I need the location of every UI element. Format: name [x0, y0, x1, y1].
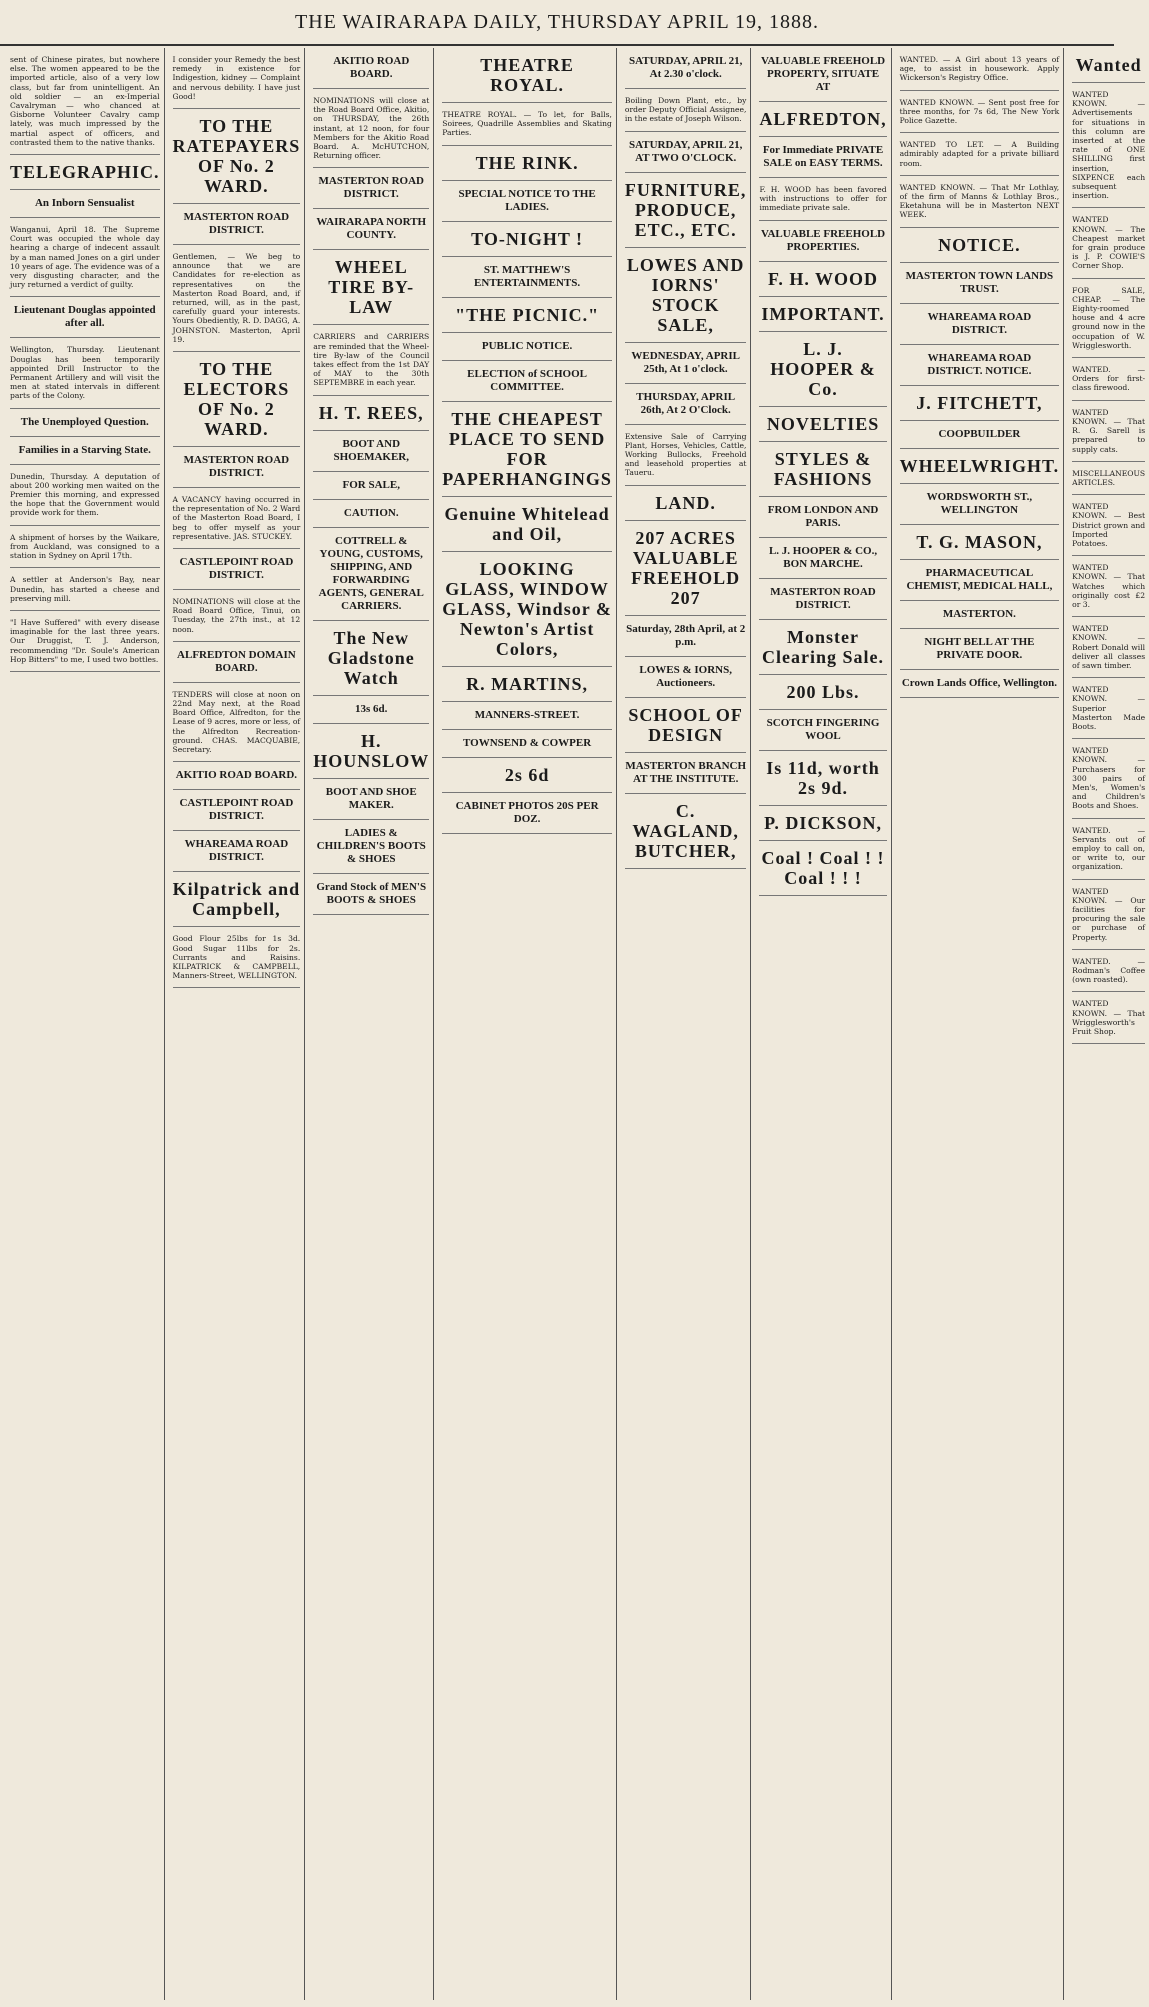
ad-subheading [10, 437, 160, 465]
ad-sub: TOWNSEND & COWPER [463, 736, 592, 749]
ad-heading: "THE PICNIC." [455, 304, 600, 325]
ad-text [1072, 880, 1145, 950]
ad-text [10, 568, 160, 611]
ad-subheading [442, 181, 612, 222]
ad-subheading [900, 484, 1060, 525]
ad-subheading [442, 730, 612, 758]
ad-subheading [313, 48, 429, 89]
ad-text: A shipment of horses by the Waikare, from Auckland, was consigned to a station in Sydney on April 17th. [10, 532, 160, 561]
ad-heading: LAND. [655, 492, 716, 513]
ad-subheading [759, 48, 886, 102]
ad-text: Wellington, Thursday. Lieutenant Douglas has been temporarily appointed Drill Instructor to the Permanent Artillery and will visit the men at stated intervals in different parts of the Colony. [10, 345, 160, 401]
column-1 [6, 48, 165, 2000]
ad-subheading [442, 257, 612, 298]
ad-heading [625, 794, 747, 869]
ad-sub: MASTERTON ROAD DISTRICT. [183, 211, 290, 237]
ad-text [900, 176, 1060, 228]
ad-text [442, 103, 612, 146]
ad-sub: The Unemployed Question. [20, 415, 149, 428]
ad-text [900, 48, 1060, 91]
ad-heading [442, 552, 612, 667]
ad-text: Boiling Down Plant, etc., by order Deputy Official Assignee, in the estate of Joseph Wilson. [624, 96, 747, 124]
ad-heading [313, 250, 429, 325]
ad-sub: For Immediate PRIVATE SALE on EASY TERMS. [762, 144, 884, 169]
ad-text [1072, 678, 1145, 739]
ad-subheading [173, 447, 301, 488]
ad-text: NOMINATIONS will close at the Road Board Office, Tinui, on Tuesday, the 27th inst., at 12 noon. [172, 597, 301, 634]
ad-text: WANTED. — Rodman's Coffee (own roasted). [1072, 956, 1146, 985]
ad-heading [759, 297, 886, 332]
ad-text [173, 927, 301, 988]
ad-subheading [313, 168, 429, 209]
ad-heading [759, 102, 886, 137]
ad-heading: NOVELTIES [766, 413, 880, 434]
ad-sub: MASTERTON BRANCH AT THE INSTITUTE. [625, 759, 747, 785]
ad-heading [759, 841, 886, 896]
column-3 [309, 48, 434, 2000]
ad-heading [759, 407, 886, 442]
ad-subheading [759, 497, 886, 538]
ad-sub: WHAREAMA ROAD DISTRICT. [184, 838, 289, 864]
ad-heading: Wanted [1075, 55, 1142, 75]
ad-heading [759, 262, 886, 297]
ad-subheading [759, 221, 886, 262]
ad-text: A VACANCY having occurred in the representation of No. 2 Ward of the Masterton Road Board, I beg to offer myself as your representative. JAS. STUCKEY. [172, 495, 301, 541]
ad-text [1072, 462, 1145, 495]
ad-text: THEATRE ROYAL. — To let, for Balls, Soirees, Quadrille Assemblies and Skating Parties. [442, 110, 612, 138]
column-2 [169, 48, 306, 2000]
ad-heading: NOTICE. [938, 234, 1021, 255]
ad-text: WANTED KNOWN. — That Mr Lothlay, of the firm of Manns & Lothlay Bros., Eketahuna will be in Masterton NEXT WEEK. [899, 182, 1060, 220]
ad-subheading [625, 48, 747, 89]
ad-subheading [759, 538, 886, 579]
ad-heading [625, 521, 747, 616]
ad-sub: BOOT AND SHOE MAKER. [325, 785, 417, 811]
ad-heading [625, 173, 747, 248]
ad-text [10, 465, 160, 526]
ad-sub: ELECTION of SCHOOL COMMITTEE. [467, 367, 587, 393]
ad-text: TENDERS will close at noon on 22nd May next, at the Road Board Office, Alfredton, for the Lease of 9 acres, more or less, of the Alfredton Recreation-ground. CHAS. MACQUABIE, Secretary. [172, 689, 301, 755]
ad-subheading [173, 204, 301, 245]
ad-heading [442, 48, 612, 103]
ad-heading: ALFREDTON, [759, 109, 887, 129]
ad-text: Dunedin, Thursday. A deputation of about 200 working men waited on the Premier this morning, and expressed the hope that the Government would provide work for them. [10, 471, 160, 518]
ad-text [1072, 358, 1145, 401]
ad-sub: VALUABLE FREEHOLD PROPERTY, SITUATE AT [760, 55, 886, 93]
ad-subheading [313, 779, 429, 820]
ad-sub: ST. MATTHEW'S ENTERTAINMENTS. [474, 263, 581, 289]
ad-text [1072, 208, 1145, 278]
ad-sub: AKITIO ROAD BOARD. [333, 55, 410, 80]
ad-text: WANTED. — A Girl about 13 years of age, to assist in housework. Apply Wickerson's Registry Office. [899, 55, 1060, 83]
ad-heading [442, 497, 612, 552]
ad-heading: Coal ! Coal ! ! Coal ! ! ! [761, 847, 885, 888]
ad-heading [173, 109, 301, 204]
ad-text [313, 325, 429, 395]
ad-heading [313, 724, 429, 779]
ad-text: WANTED KNOWN. — That Watches which originally cost £2 or 3. [1072, 563, 1146, 609]
ad-text [1072, 401, 1145, 462]
ad-heading: IMPORTANT. [761, 303, 885, 324]
ad-heading: TO-NIGHT ! [471, 228, 584, 249]
ad-heading: THE RINK. [475, 152, 579, 173]
ad-heading: FURNITURE, PRODUCE, ETC., ETC. [624, 179, 747, 240]
ad-subheading [10, 190, 160, 218]
ad-subheading [900, 421, 1060, 449]
ad-heading [759, 675, 886, 710]
ad-text: WANTED. — Orders for first-class firewood. [1072, 365, 1146, 393]
ad-heading: THE CHEAPEST PLACE TO SEND FOR PAPERHANGINGS [442, 408, 612, 489]
ad-heading: TELEGRAPHIC. [10, 162, 160, 183]
ad-subheading [625, 343, 747, 384]
ad-heading [759, 751, 886, 806]
ad-subheading [173, 790, 301, 831]
ad-text [625, 425, 747, 486]
ad-subheading [10, 409, 160, 437]
ad-text [1072, 495, 1145, 556]
column-5 [621, 48, 752, 2000]
ad-text [1072, 279, 1145, 358]
masthead [0, 0, 1114, 46]
ad-heading [442, 402, 612, 497]
ad-text [1072, 950, 1145, 993]
ad-sub: WHAREAMA ROAD DISTRICT. [927, 310, 1032, 336]
ad-text: CARRIERS and CARRIERS are reminded that the Wheel-tire By-law of the Council takes effect from the 1st DAY of MAY to the 30th SEPTEMBRE in each year. [313, 332, 430, 388]
ad-sub: COOPBUILDER [938, 427, 1021, 440]
ad-subheading [313, 472, 429, 500]
ad-text: WANTED KNOWN. — That Wrigglesworth's Fruit Shop. [1072, 999, 1146, 1037]
ad-heading: WHEELWRIGHT. [899, 455, 1060, 476]
ad-text [173, 245, 301, 352]
ad-sub: COTTRELL & YOUNG, CUSTOMS, SHIPPING, AND FORWARDING AGENTS, GENERAL CARRIERS. [318, 534, 424, 612]
ad-sub: WHAREAMA ROAD DISTRICT. NOTICE. [927, 351, 1032, 377]
ad-heading [625, 248, 747, 343]
ad-sub: MANNERS-STREET. [474, 708, 580, 721]
ad-sub: CAUTION. [343, 506, 399, 519]
ad-heading: STYLES & FASHIONS [773, 448, 873, 489]
ad-text: WANTED KNOWN. — The Cheapest market for grain produce is J. P. COWIE'S Corner Shop. [1072, 215, 1146, 271]
ad-heading [173, 872, 301, 927]
ad-sub: Lieutenant Douglas appointed after all. [13, 304, 156, 330]
ad-subheading [900, 601, 1060, 629]
ad-sub: BOOT AND SHOEMAKER, [333, 437, 409, 463]
ad-subheading [625, 132, 747, 173]
ad-sub: WEDNESDAY, APRIL 25th, At 1 o'clock. [631, 349, 740, 375]
ad-subheading [759, 579, 886, 620]
ad-subheading [759, 710, 886, 751]
ad-sub: MASTERTON. [942, 607, 1016, 620]
ad-subheading [442, 702, 612, 730]
ad-heading [900, 449, 1060, 484]
ad-text [173, 683, 301, 762]
ad-text: WANTED KNOWN. — Superior Masterton Made Boots. [1072, 685, 1146, 731]
ad-text [1072, 83, 1145, 208]
ad-text [173, 48, 301, 109]
ad-sub: CASTLEPOINT ROAD DISTRICT. [179, 797, 294, 823]
ad-text [173, 590, 301, 642]
ad-text [1072, 819, 1145, 880]
ad-heading: THEATRE ROYAL. [480, 55, 574, 95]
ad-text [10, 526, 160, 569]
ad-subheading [759, 137, 886, 178]
ad-subheading [900, 345, 1060, 386]
ad-text [625, 89, 747, 132]
ad-text [10, 48, 160, 155]
ad-heading [625, 486, 747, 521]
ad-subheading [442, 793, 612, 834]
column-8 [1068, 48, 1149, 2000]
ad-sub: LOWES & IORNS, Auctioneers. [639, 663, 732, 689]
ad-sub: SPECIAL NOTICE TO THE LADIES. [458, 187, 596, 213]
ad-subheading [900, 629, 1060, 670]
ad-sub: WORDSWORTH ST., WELLINGTON [926, 490, 1033, 516]
ad-heading: J. FITCHETT, [916, 392, 1043, 413]
ad-sub: SATURDAY, APRIL 21, At 2.30 o'clock. [629, 55, 743, 80]
ad-text: WANTED KNOWN. — That R. G. Sarell is prepared to supply cats. [1072, 407, 1146, 454]
ad-text: Gentlemen, — We beg to announce that we are Candidates for re-election as representatives on the Masterton Road Board, and, if returned, will, as in the past, carefully guard your interests. Yours Obediently, R. D. DAGG, A. JOHNSTON. Masterton, April 19. [172, 252, 301, 344]
ad-heading [900, 386, 1060, 421]
ad-heading: LOWES AND IORNS' STOCK SALE, [626, 254, 745, 335]
ad-subheading [442, 333, 612, 361]
ad-sub: MASTERTON ROAD DISTRICT. [318, 175, 424, 201]
ad-heading [759, 442, 886, 497]
ad-sub: THURSDAY, APRIL 26th, At 2 O'Clock. [636, 390, 736, 416]
ad-text: "I Have Suffered" with every disease imaginable for the last three years. Our Druggist, T. J. Anderson, recommending "Dr. Soule's American Hop Bitters" to me, I used two bottles. [10, 617, 160, 664]
ad-sub: LADIES & CHILDREN'S BOOTS & SHOES [316, 826, 426, 865]
ad-text: Extensive Sale of Carrying Plant, Horses, Vehicles, Cattle, Working Bullocks, Freehold and leasehold properties at Taueru. [624, 431, 747, 478]
ad-subheading [625, 384, 747, 425]
ad-text [10, 338, 160, 408]
ad-text [900, 133, 1060, 176]
ad-subheading [900, 670, 1060, 698]
ad-sub: NIGHT BELL AT THE PRIVATE DOOR. [924, 635, 1035, 661]
ad-text: WANTED KNOWN. — Advertisements for situations in this column are inserted at the rate of ONE SHILLING first insertion, SIXPENCE each subsequent insertion. [1072, 90, 1146, 201]
ad-heading: C. WAGLAND, BUTCHER, [632, 800, 739, 861]
ad-subheading [625, 616, 747, 657]
newspaper-title: THE WAIRARAPA DAILY, THURSDAY APRIL 19, 1888. [295, 10, 819, 33]
ad-text: WANTED KNOWN. — Sent post free for three months, for 7s 6d, The New York Police Gazette. [899, 97, 1060, 126]
column-4 [438, 48, 617, 2000]
ad-heading: H. T. REES, [318, 402, 424, 423]
ad-subheading [173, 642, 301, 683]
ad-subheading [173, 831, 301, 872]
ad-text: Wanganui, April 18. The Supreme Court was occupied the whole day hearing a charge of indecent assault by a man named Jones on a girl under 10 years of age. The evidence was of a very disgusting character, and the jury returned a verdict of guilty. [10, 225, 160, 290]
ad-heading [173, 352, 301, 447]
column-7 [896, 48, 1065, 2000]
ad-heading: T. G. MASON, [916, 531, 1043, 552]
ad-sub: MASTERTON ROAD DISTRICT. [183, 454, 290, 480]
ad-text: sent of Chinese pirates, but nowhere else. The women appeared to be the imported article, also of a very low class, but far from unintelligent. An old soldier — an ex-Imperial Cavalryman — who chanced at Gisborne Volunteer Cavalry camp lately, was much impressed by the martial aspect of officers, and contrasted them to the native thanks. [10, 55, 160, 147]
ad-heading [759, 806, 886, 841]
ad-sub: ALFREDTON DOMAIN BOARD. [177, 648, 296, 674]
ad-sub: AKITIO ROAD BOARD. [175, 769, 298, 782]
ad-subheading [625, 657, 747, 698]
ad-heading [900, 228, 1060, 263]
ad-text: WANTED KNOWN. — Purchasers for 300 pairs of Men's, Women's and Children's Boots and Shoes. [1072, 746, 1146, 811]
ad-heading: R. MARTINS, [466, 673, 589, 694]
ad-heading [442, 758, 612, 793]
ad-heading: 207 ACRES VALUABLE FREEHOLD 207 [631, 527, 741, 608]
ad-text: NOMINATIONS will close at the Road Board Office, Akitio, on THURSDAY, the 26th instant, at 12 noon, for four Members for the Akitio Road Board. A. McHUTCHON, Returning officer. [313, 96, 430, 161]
ad-text [759, 178, 886, 221]
ad-heading: LOOKING GLASS, WINDOW GLASS, Windsor & Newton's Artist Colors, [442, 558, 612, 659]
ad-heading: Kilpatrick and Campbell, [172, 879, 301, 920]
ad-subheading [173, 762, 301, 790]
ad-heading: The New Gladstone Watch [327, 627, 415, 688]
ad-heading: H. HOUNSLOW [313, 730, 430, 771]
ad-heading [313, 396, 429, 431]
ad-text [900, 91, 1060, 134]
ad-subheading [900, 263, 1060, 304]
ad-subheading [442, 361, 612, 402]
ad-sub: SATURDAY, APRIL 21, AT TWO O'CLOCK. [629, 138, 743, 164]
ad-heading [900, 525, 1060, 560]
ad-text: FOR SALE, CHEAP. — The Eighty-roomed house and 4 acre ground now in the occupation of W. Wrigglesworth. [1072, 285, 1146, 350]
ad-heading [759, 332, 886, 407]
ad-heading: WHEEL TIRE BY-LAW [328, 257, 415, 318]
ad-text [1072, 992, 1145, 1044]
ad-text: Good Flour 25lbs for 1s 3d. Good Sugar 11lbs for 2s. Currants and Raisins. KILPATRICK & CAMPBELL, Manners-Street, WELLINGTON. [172, 934, 301, 981]
ad-text: WANTED. — Servants out of employ to call on, or write to, our organization. [1072, 825, 1146, 872]
ad-sub: L. J. HOOPER & CO., BON MARCHE. [768, 544, 878, 570]
ad-heading [313, 621, 429, 696]
ad-heading: 2s 6d [504, 764, 550, 785]
ad-sub: WAIRARAPA NORTH COUNTY. [316, 216, 427, 242]
ad-text [1072, 739, 1145, 818]
newspaper-page [6, 48, 1146, 2000]
ad-heading: F. H. WOOD [768, 268, 879, 289]
ad-subheading [313, 209, 429, 250]
ad-subheading [900, 304, 1060, 345]
ad-heading [442, 222, 612, 257]
ad-sub: MASTERTON TOWN LANDS TRUST. [905, 269, 1054, 295]
ad-sub: 13s 6d. [355, 702, 388, 715]
ad-text: F. H. WOOD has been favored with instructions to offer for immediate private sale. [759, 185, 887, 213]
ad-text [173, 488, 301, 549]
ad-text [1072, 617, 1145, 678]
ad-heading [1072, 48, 1145, 83]
ad-sub: SCOTCH FINGERING WOOL [766, 716, 880, 742]
ad-subheading [313, 431, 429, 472]
ad-subheading [313, 874, 429, 915]
ad-heading: 200 Lbs. [786, 681, 860, 702]
ad-text [1072, 556, 1145, 617]
ad-heading: L. J. HOOPER & Co. [770, 338, 876, 399]
ad-subheading [313, 820, 429, 874]
ad-sub: VALUABLE FREEHOLD PROPERTIES. [760, 227, 886, 253]
ad-sub: Crown Lands Office, Wellington. [901, 676, 1057, 689]
ad-text: WANTED KNOWN. — Best District grown and Imported Potatoes. [1072, 502, 1146, 548]
ad-sub: FOR SALE, [342, 478, 400, 491]
ad-text [10, 218, 160, 297]
ad-heading: TO THE RATEPAYERS OF No. 2 WARD. [172, 116, 301, 197]
ad-sub: Saturday, 28th April, at 2 p.m. [626, 622, 746, 648]
ad-text: WANTED KNOWN. — Robert Donald will deliver all classes of sawn timber. [1072, 624, 1146, 670]
ad-text: A settler at Anderson's Bay, near Dunedin, has started a cheese and preserving mill. [10, 575, 160, 603]
ad-text: WANTED TO LET. — A Building admirably adapted for a private billiard room. [899, 140, 1060, 168]
ad-heading: TO THE ELECTORS OF No. 2 WARD. [183, 359, 290, 440]
ad-text: WANTED KNOWN. — Our facilities for procuring the sale or purchase of Property. [1072, 886, 1146, 942]
ad-subheading [173, 549, 301, 590]
ad-text: I consider your Remedy the best remedy in existence for Indigestion, kidney — Complaint and nervous debility. I have just Good! [172, 55, 301, 101]
ad-heading [10, 155, 160, 190]
ad-subheading [10, 297, 160, 338]
ad-text: MISCELLANEOUS ARTICLES. [1072, 468, 1146, 487]
ad-sub: PUBLIC NOTICE. [481, 339, 573, 352]
ad-heading: P. DICKSON, [764, 812, 882, 833]
ad-subheading [313, 500, 429, 528]
ad-heading [442, 298, 612, 333]
ad-heading: Monster Clearing Sale. [762, 626, 885, 667]
ad-text [10, 611, 160, 672]
ad-sub: CASTLEPOINT ROAD DISTRICT. [179, 556, 294, 582]
ad-subheading [900, 560, 1060, 601]
ad-sub: Grand Stock of MEN'S BOOTS & SHOES [316, 880, 427, 906]
ad-sub: CABINET PHOTOS 20S PER DOZ. [455, 799, 599, 825]
ad-heading [625, 698, 747, 753]
ad-heading: SCHOOL OF DESIGN [628, 704, 743, 745]
ad-sub: An Inborn Sensualist [34, 197, 135, 210]
ad-subheading [313, 528, 429, 621]
ad-subheading [625, 753, 747, 794]
ad-text [313, 89, 429, 168]
ad-heading: Is 11d, worth 2s 9d. [766, 757, 880, 798]
ad-heading: Genuine Whitelead and Oil, [444, 503, 610, 544]
ad-heading [442, 667, 612, 702]
ad-sub: Families in a Starving State. [18, 443, 151, 456]
column-6 [755, 48, 891, 2000]
ad-sub: PHARMACEUTICAL CHEMIST, MEDICAL HALL, [906, 566, 1053, 592]
ad-sub: MASTERTON ROAD DISTRICT. [770, 585, 876, 611]
ad-subheading [313, 696, 429, 724]
ad-sub: FROM LONDON AND PARIS. [767, 503, 879, 529]
ad-heading [759, 620, 886, 675]
ad-heading [442, 146, 612, 181]
